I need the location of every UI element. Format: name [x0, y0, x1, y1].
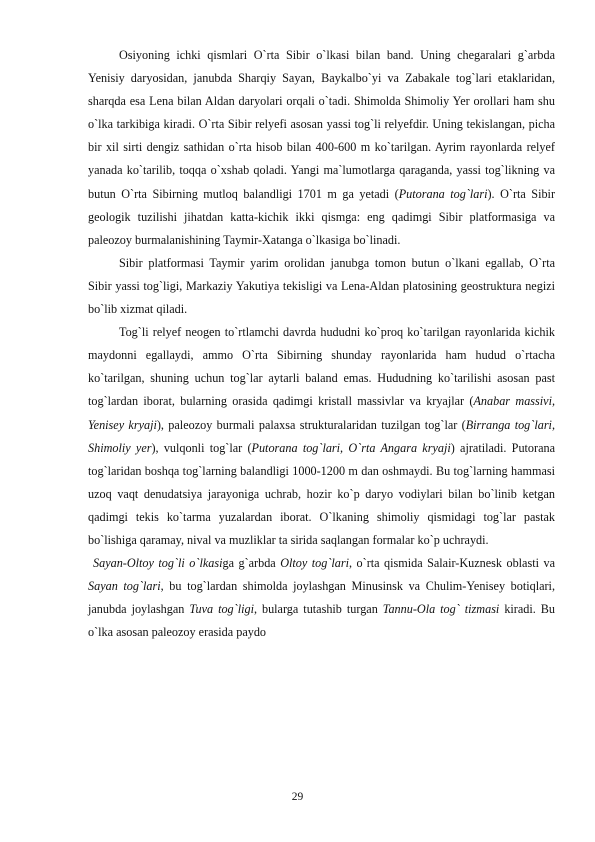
text-run: , bularga tutashib turgan [253, 602, 383, 617]
document-body [88, 44, 555, 644]
text-run: , o`rta qismida Salair-Kuznesk oblasti va [349, 556, 555, 571]
text-run: ga g`arbda [222, 556, 281, 571]
text-run-italic: Tuva tog`ligi [189, 602, 254, 617]
text-run-italic: Oltoy tog`lari [280, 556, 349, 571]
text-run: Osiyoning ichki qismlari O`rta Sibir o`lkasi bilan band. Uning chegaralari g`arbda Yenisiy daryosidan, janubda Sharqiy Sayan, Baykalbo`yi va Zabakale tog`lari etaklaridan, sharqda esa Lena bilan Aldan daryolari orqali o`tadi. Shimolda Shimoliy Yer orollari ham shu o`lka tarkibiga kiradi. O`rta Sibir relyefi asosan yassi tog`li relyefdir. Uning tekislangan, picha bir xil sirti dengiz sathidan o`rta hisob bilan 400-600 m ko`tarilgan. Ayrim rayonlarda relyef yanada ko`tarilib, toqqa o`xshab qoladi. Yangi ma`lumotlarga qaraganda, yassi tog`likning va butun O`rta Sibirning mutloq balandligi 1701 m ga yetadi ( [88, 48, 555, 201]
text-run-italic: Tannu-Ola tog` tizmasi [382, 602, 500, 617]
text-run-italic: Sayan-Oltoy tog`li o`lkasi [93, 556, 223, 571]
paragraph-1 [88, 44, 555, 252]
text-run: , bu tog`lardan shimolda joylashgan Minusinsk va Chulim-Yenisey botiqlari, janubda joylashgan [88, 579, 555, 617]
text-run: ). O`rta Sibir geologik tuzilishi jihatdan katta-kichik ikki qismga: eng qadimgi Sibir platformasiga va paleozoy burmalanishining Taymir-Xatanga o`lkasiga bo`linadi. [88, 186, 555, 247]
paragraph-3 [88, 321, 555, 552]
text-run: kiradi. Bu o`lka asosan paleozoy erasida paydo [88, 602, 556, 640]
page-number: 29 [291, 791, 304, 803]
text-run-italic: Putorana tog`lari [398, 186, 488, 201]
paragraph-2 [88, 252, 555, 321]
text-run: ), vulqonli tog`lar ( [151, 440, 252, 455]
text-run: ), paleozoy burmali palaxsa strukturalaridan tuzilgan tog`lar ( [156, 417, 466, 432]
text-run-italic: Putorana tog`lari, O`rta Angara kryaji [251, 440, 451, 455]
text-run-italic: Birranga tog`lari, Shimoliy yer [88, 417, 555, 455]
text-run: ) ajratiladi. Putorana tog`laridan boshqa tog`larning balandligi 1000-1200 m dan oshmaydi. Bu tog`larning hammasi uzoq vaqt denudatsiya jarayoniga uchrab, hozir ko`p daryo vodiylari bilan bo`linib ketgan qadimgi tekis ko`tarma yuzalardan iborat. O`lkaning shimoliy qismidagi tog`lar pastak bo`lishiga qaramay, nival va muzliklar ta sirida saqlangan formalar ko`p uchraydi. [88, 440, 555, 547]
text-run: Tog`li relyef neogen to`rtlamchi davrda hududni ko`proq ko`tarilgan rayonlarida kichik maydonni egallaydi, ammo O`rta Sibirning shunday rayonlarida ham hudud o`rtacha ko`tarilgan, shuning uchun tog`lar aytarli baland emas. Hududning ko`tarilishi asosan past tog`lardan iborat, bularning orasida qadimgi kristall massivlar va kryajlar ( [88, 325, 555, 409]
text-run: Sibir platformasi Taymir yarim orolidan janubga tomon butun o`lkani egallab, O`rta Sibir yassi tog`ligi, Markaziy Yakutiya tekisligi va Lena-Aldan platosining geostruktura negizi bo`lib xizmat qiladi. [88, 255, 555, 317]
text-run-italic: Anabar massivi, Yenisey kryaji [88, 394, 555, 432]
text-run-italic: Sayan tog`lari [88, 579, 161, 594]
paragraph-4 [88, 552, 555, 644]
